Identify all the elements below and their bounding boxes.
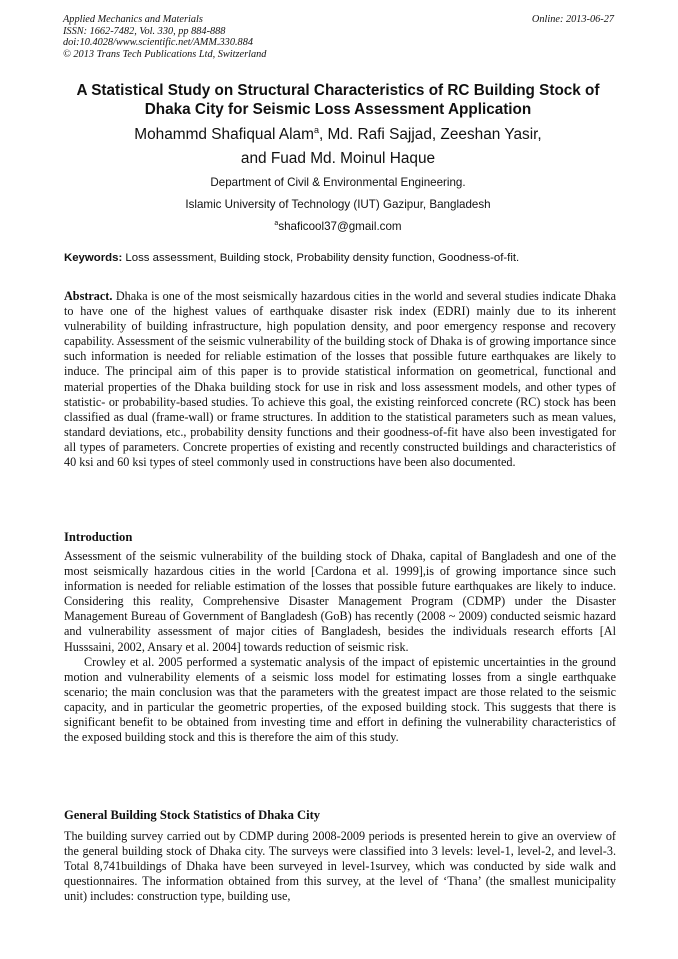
email-superscript: a bbox=[274, 220, 279, 227]
author-line-2: and Fuad Md. Moinul Haque bbox=[240, 150, 436, 167]
introduction-paragraph-2: Crowley et al. 2005 performed a systematic analysis of the impact of epistemic uncertainties in the ground motion and vulnerability elements of a seismic loss model for estimating losses from a single earthquake scenario; the main conclusion was that the parameters with the greatest impact are those related to the seismic capacity, and in particular the geometric properties, of the exposed building stock. This suggests that there is significant benefit to be obtained from investing time and effort in defining the vulnerability characteristics of the exposed building stock and this is therefore the aim of this study. bbox=[64, 654, 616, 745]
issn-line: ISSN: 1662-7482, Vol. 330, pp 884-888 bbox=[63, 25, 226, 37]
abstract bbox=[64, 289, 616, 470]
general-stats-body bbox=[64, 829, 616, 904]
journal-name: Applied Mechanics and Materials bbox=[63, 14, 203, 25]
paper-title: A Statistical Study on Structural Characteristics of RC Building Stock of Dhaka City for Seismic Loss Assessment Application bbox=[76, 82, 600, 118]
online-date: Online: 2013-06-27 bbox=[531, 14, 614, 25]
author-list bbox=[58, 123, 618, 171]
general-stats-paragraph-1: The building survey carried out by CDMP during 2008-2009 periods is presented herein to give an overview of the general building stock of Dhaka city. The surveys were classified into 3 levels: level-1, level-2, and level-3. Total 8,741buildings of Dhaka have been surveyed in level-1survey, which was conducted by side walk and questionnaires. The information obtained from this survey, at the level of ‘Thana’ (the smallest municipality unit) includes: construction type, building use, bbox=[64, 829, 616, 904]
first-author: Mohammd Shafiqual Alam bbox=[134, 126, 314, 143]
publication-header bbox=[63, 14, 266, 60]
author-superscript: a bbox=[313, 125, 319, 135]
keywords-label: Keywords: bbox=[64, 252, 123, 264]
keywords bbox=[64, 251, 616, 265]
copyright-line: © 2013 Trans Tech Publications Ltd, Switzerland bbox=[63, 48, 267, 60]
introduction-heading: Introduction bbox=[64, 530, 133, 544]
abstract-text: Dhaka is one of the most seismically hazardous cities in the world and several studies indicate Dhaka to have one of the highest values of earthquake disaster risk index (EDRI) mainly due to its inherent vulnerability of building infrastructure, high population density, and poor emergency response and recovery capability. Assessment of the seismic vulnerability of the building stock of Dhaka is of growing importance since such information is needed for reliable estimation of the losses that possible future earthquakes are likely to induce. The principal aim of this paper is to provide statistical information on geometrical, functional and material properties of the Dhaka building stock for use in risk and loss assessment models, and other types of statistic- or probability-based studies. To achieve this goal, the existing reinforced concrete (RC) stock has been classified as dual (frame-wall) or frame structures. In addition to the statistical parameters such as mean values, standard deviations, etc., probability density functions and their goodness-of-fit have also been investigated for all types of parameters. Concrete properties of existing and recently constructed buildings and characteristics of 40 ksi and 60 ksi types of steel commonly used in constructions have been also documented. bbox=[64, 289, 617, 470]
affiliation bbox=[58, 172, 618, 238]
author-line-1 bbox=[58, 123, 618, 147]
keywords-text: Loss assessment, Building stock, Probability density function, Goodness-of-fit. bbox=[125, 252, 520, 264]
university: Islamic University of Technology (IUT) Gazipur, Bangladesh bbox=[185, 198, 491, 211]
general-stats-heading: General Building Stock Statistics of Dhaka City bbox=[64, 808, 321, 822]
author-email: shaficool37@gmail.com bbox=[278, 220, 402, 233]
department: Department of Civil & Environmental Engineering. bbox=[210, 176, 466, 189]
email-line bbox=[58, 216, 618, 238]
introduction-paragraph-1: Assessment of the seismic vulnerability of the building stock of Dhaka, capital of Bangladesh and one of the most seismically hazardous cities in the world [Cardona et al. 1999],is of growing importance since such information is needed for reliable estimation of the losses that possible future earthquakes are likely to induce. Considering this reality, Comprehensive Disaster Management Program (CDMP) under the Disaster Management Bureau of Government of Bangladesh (GoB) has recently (2008 ~ 2009) conducted seismic hazard and vulnerability assessment of major cities of Bangladesh, besides the individuals research efforts [Al Husssaini, 2002, Ansary et al. 2004] towards reduction of seismic risk. bbox=[64, 549, 616, 654]
co-authors: , Md. Rafi Sajjad, Zeeshan Yasir, bbox=[318, 126, 542, 143]
abstract-label: Abstract. bbox=[64, 289, 113, 303]
doi-line: doi:10.4028/www.scientific.net/AMM.330.884 bbox=[63, 37, 253, 49]
introduction-body bbox=[64, 549, 616, 745]
